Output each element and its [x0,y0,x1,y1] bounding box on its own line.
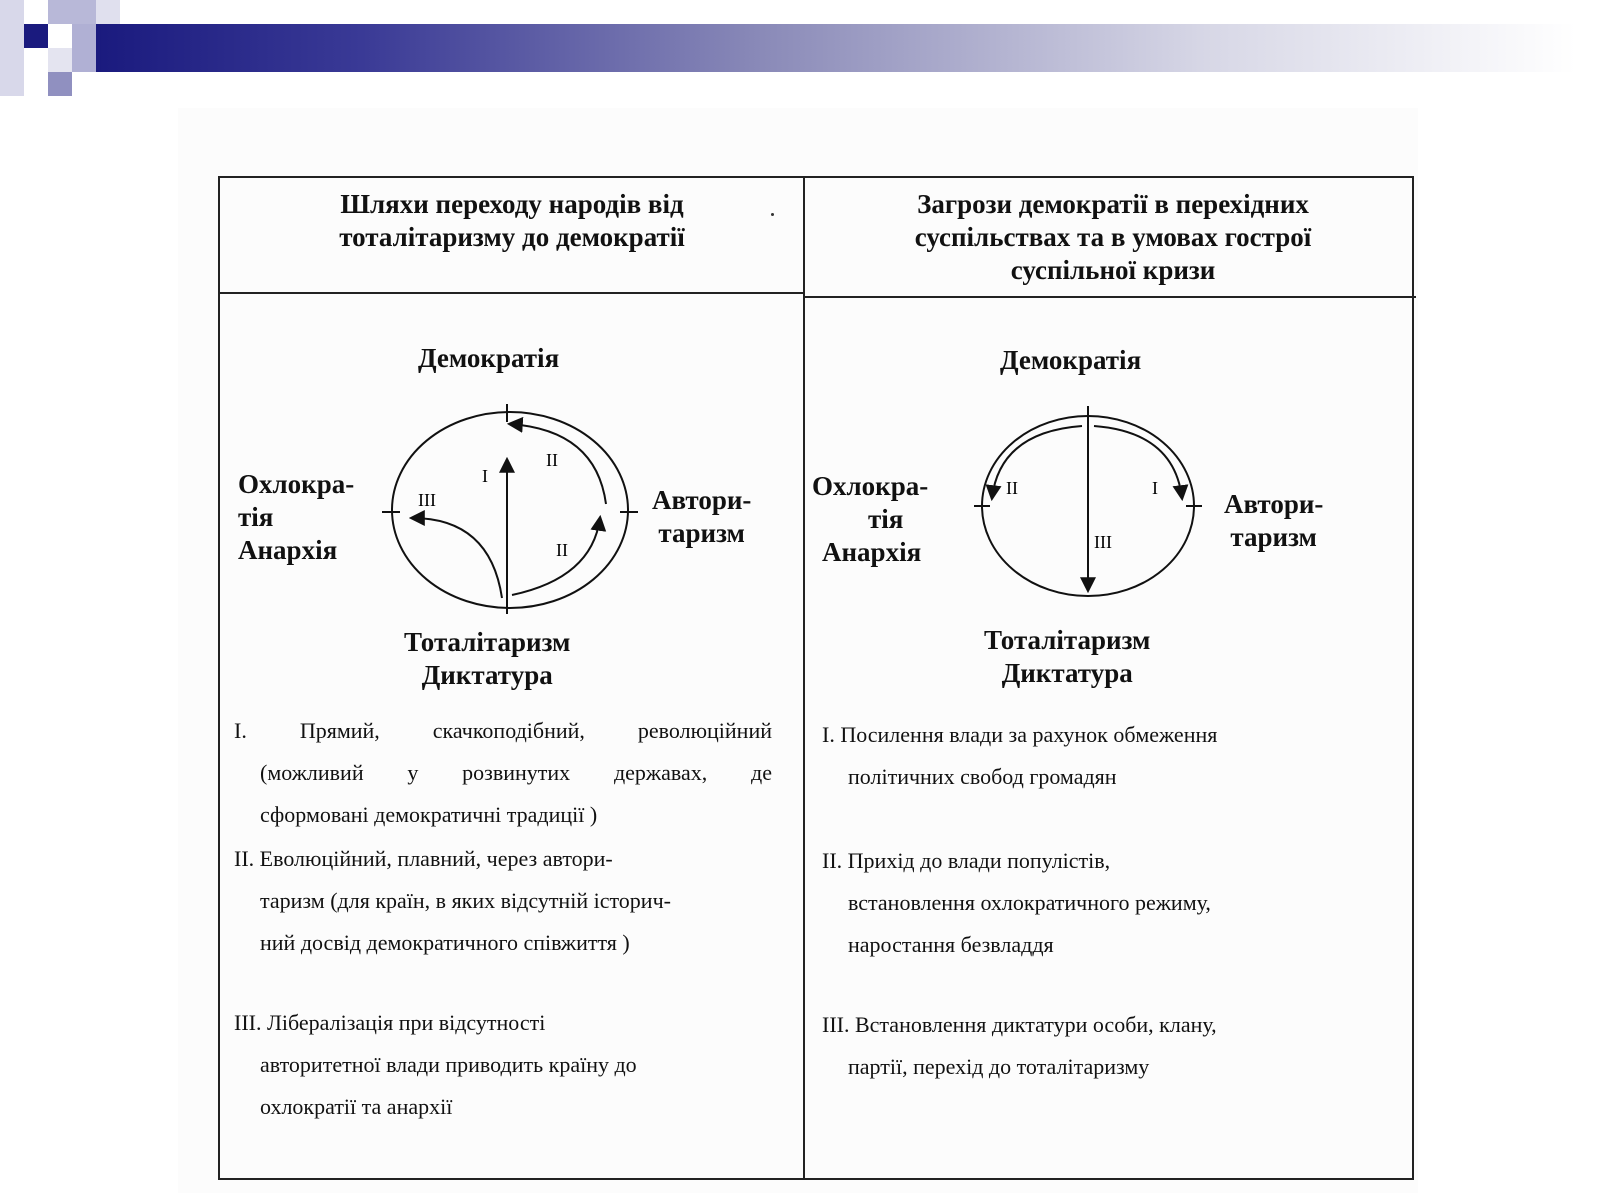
label-line: Тоталітаризм [984,625,1151,655]
description-line: I. Прямий, скачкоподібний, революційний [234,718,772,743]
label-line: Автори- [652,485,752,515]
left-path-three-description [234,1002,772,1128]
left-diagram-right-label [652,484,751,550]
left-diagram-left-label [238,468,354,567]
left-diagram-top-label: Демократія [418,343,560,373]
left-column-header [220,188,804,254]
description-line: охлократії та анархії [260,1094,453,1119]
right-diagram-right-label [1224,488,1323,554]
right-threat-diagram [968,406,1208,616]
label-line: Диктатура [1001,658,1133,688]
right-diagram-left-label [812,470,928,569]
header-line: суспільствах та в умовах гострої [914,222,1312,252]
label-line: Тоталітаризм [404,627,571,657]
description-line: III. Встановлення диктатури особи, клану, [822,1012,1217,1037]
label-line: Охлокра- [812,471,929,501]
description-line: ний досвід демократичного співжиття ) [260,930,630,955]
marker-three: III [418,490,436,510]
label-line: тія [238,502,274,532]
left-transition-diagram [370,400,650,620]
banner-square [0,0,24,96]
right-threat-three-description [822,1004,1402,1088]
comparison-table [218,176,1414,1180]
right-diagram-bottom-label [984,624,1150,690]
header-divider-left [220,292,804,294]
banner-square [48,0,96,24]
right-threat-two-description [822,840,1402,966]
left-diagram-bottom-label [404,626,570,692]
marker-one: I [482,466,488,486]
right-threat-one-description [822,714,1402,798]
label-line: таризм [1230,522,1317,552]
description-line: таризм (для країн, в яких відсутній історич- [260,888,671,913]
path-three-arrow [412,518,502,598]
left-path-two-description [234,838,772,964]
banner-square [48,72,72,96]
path-two-upper-arrow [510,424,606,504]
banner-square [48,48,72,72]
banner-gradient-bar [96,24,1576,72]
marker-two: II [1006,478,1018,498]
description-line: сформовані демократичні традиції ) [260,802,598,827]
marker-three: III [1094,532,1112,552]
description-line: наростання безвладдя [848,932,1054,957]
right-column-header [810,188,1416,287]
description-line: авторитетної влади приводить країну до [260,1052,637,1077]
label-line: Автори- [1224,489,1324,519]
banner-square [72,24,96,72]
marker-two-top: II [546,450,558,470]
left-path-one-description [234,710,772,836]
label-line: таризм [658,518,745,548]
title-banner [0,0,1600,100]
marker-two-bottom: II [556,540,568,560]
description-line: (можливий у розвинутих державах, де [260,760,772,785]
label-line: тія [868,504,904,534]
description-line: I. Посилення влади за рахунок обмеження [822,722,1218,747]
description-line: політичних свобод громадян [848,764,1117,789]
header-divider-right [804,296,1416,298]
column-divider [803,178,805,1178]
header-line: тоталітаризму до демократії [339,222,685,252]
description-line: III. Лібералізація при відсутності [234,1010,546,1035]
label-line: Диктатура [421,660,553,690]
label-line: Анархія [822,537,922,567]
cycle-circle [392,412,628,608]
description-line: партії, перехід до тоталітаризму [848,1054,1150,1079]
banner-square [96,0,120,24]
header-line: суспільної кризи [1010,255,1216,285]
banner-square [24,24,48,48]
right-diagram-top-label: Демократія [1000,345,1142,375]
description-line: встановлення охлократичного режиму, [848,890,1211,915]
marker-one: I [1152,478,1158,498]
label-line: Анархія [238,535,338,565]
description-line: II. Прихід до влади популістів, [822,848,1111,873]
description-line: II. Еволюційний, плавний, через автори- [234,846,613,871]
header-line: Загрози демократії в перехідних [917,189,1309,219]
label-line: Охлокра- [238,469,355,499]
path-one-arrow [1094,426,1182,498]
header-line: Шляхи переходу народів від [340,189,684,219]
